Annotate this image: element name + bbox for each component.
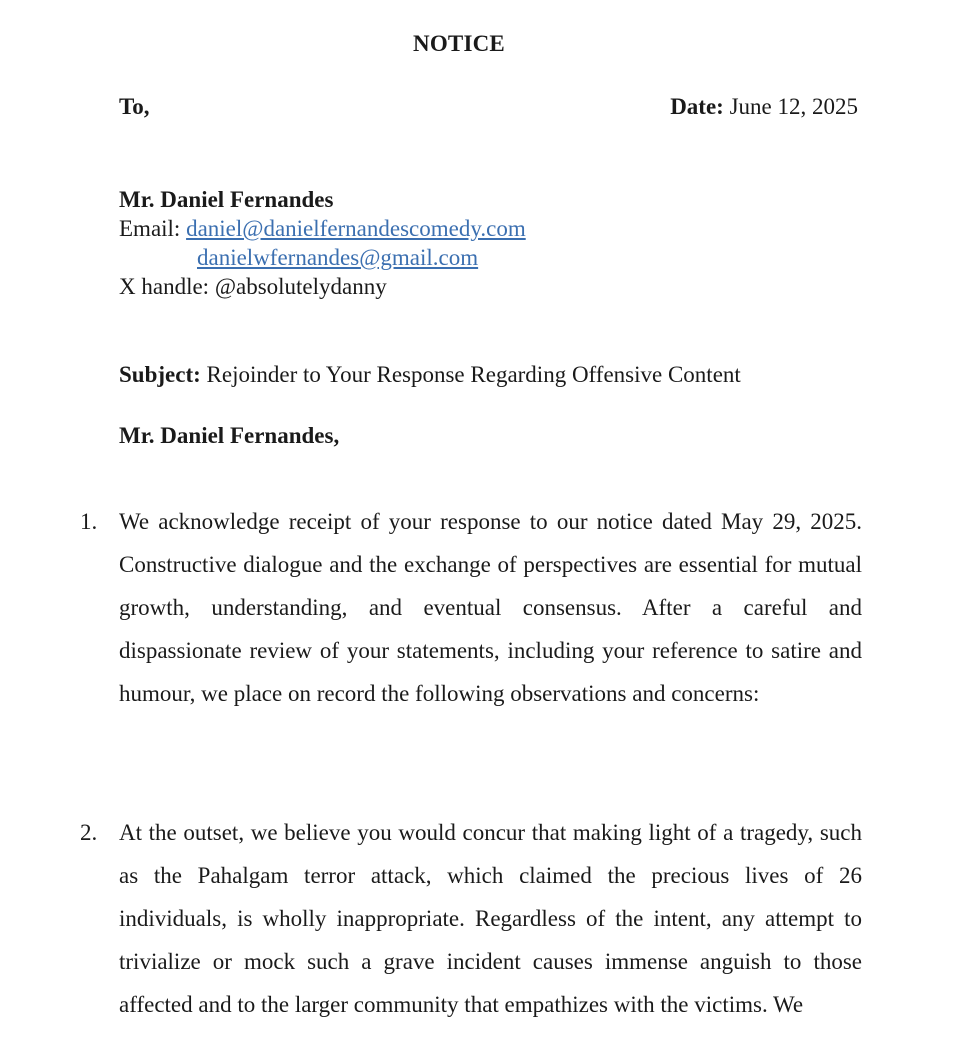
date-line xyxy=(670,94,858,120)
recipient-name: Mr. Daniel Fernandes xyxy=(119,187,334,212)
paragraph-number: 1. xyxy=(80,509,98,534)
email-link-secondary[interactable]: danielwfernandes@gmail.com xyxy=(197,245,479,270)
to-label: To, xyxy=(119,94,150,119)
paragraph-body: We acknowledge receipt of your response to our notice dated May 29, 2025. Constructive dialogue and the exchange of perspectives are essential for mutual growth, understanding, and eventual consensus. After a careful and dispassionate review of your statements, including your reference to satire and humour, we place on record the following observations and concerns: xyxy=(119,509,862,706)
date-label: Date: xyxy=(670,94,724,119)
notice-title: NOTICE xyxy=(413,31,505,56)
subject-line xyxy=(119,362,741,388)
paragraph-number: 2. xyxy=(80,820,98,845)
email-label: Email: xyxy=(119,216,181,241)
subject-label: Subject: xyxy=(119,362,201,387)
date-value: June 12, 2025 xyxy=(729,94,858,119)
x-handle-value: @absolutelydanny xyxy=(214,274,387,299)
recipient-email-line xyxy=(119,214,526,243)
recipient-x-handle-line xyxy=(119,272,387,301)
email-link-primary[interactable]: daniel@danielfernandescomedy.com xyxy=(186,216,526,241)
recipient-email-line-2 xyxy=(197,243,478,272)
x-handle-label: X handle: xyxy=(119,274,210,299)
salutation: Mr. Daniel Fernandes, xyxy=(119,423,340,448)
paragraph-body: At the outset, we believe you would concur that making light of a tragedy, such as the Pahalgam terror attack, which claimed the precious lives of 26 individuals, is wholly inappropriate. Regardless of the intent, any attempt to trivialize or mock such a grave incident causes immense anguish to those affected and to the larger community that empathizes with the victims. We xyxy=(119,820,862,1017)
subject-text: Rejoinder to Your Response Regarding Offensive Content xyxy=(206,362,741,387)
